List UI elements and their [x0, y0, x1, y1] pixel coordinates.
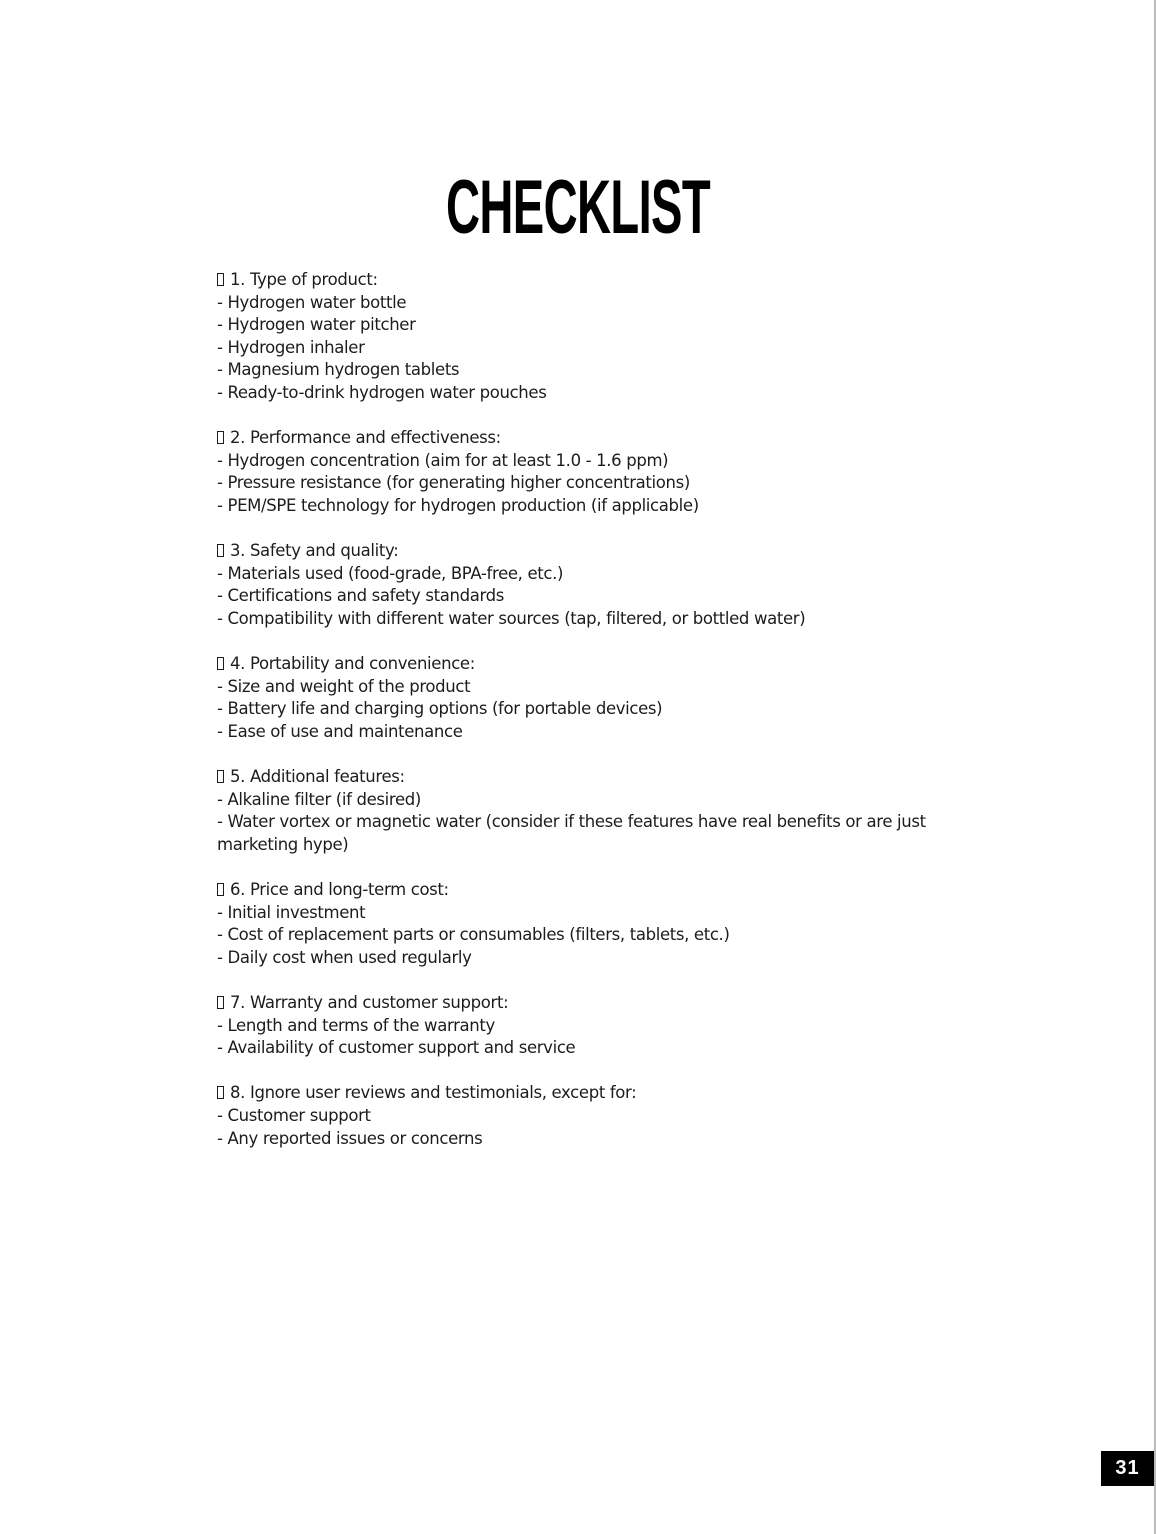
- checkbox-icon[interactable]: [217, 544, 224, 557]
- list-item: - Daily cost when used regularly: [217, 947, 472, 967]
- checklist-body: [217, 269, 957, 1173]
- section-heading-text: 8. Ignore user reviews and testimonials, except for:: [230, 1083, 637, 1103]
- list-item: - Customer support: [217, 1105, 371, 1125]
- list-item: - Hydrogen water pitcher: [217, 315, 416, 335]
- checklist-section: [217, 269, 957, 405]
- checkbox-icon[interactable]: [217, 1086, 224, 1099]
- checkbox-icon[interactable]: [217, 883, 224, 896]
- section-heading-text: 7. Warranty and customer support:: [230, 993, 509, 1012]
- section-heading: [217, 1082, 957, 1105]
- checkbox-icon[interactable]: [217, 431, 224, 444]
- section-heading: [217, 766, 957, 789]
- checkbox-icon[interactable]: [217, 770, 224, 783]
- list-item: - Materials used (food-grade, BPA-free, etc.): [217, 563, 564, 583]
- section-heading: [217, 653, 957, 676]
- section-heading-text: 3. Safety and quality:: [230, 541, 399, 561]
- checklist-section: [217, 540, 957, 630]
- list-item: - Certifications and safety standards: [217, 586, 504, 606]
- list-item: - Hydrogen concentration (aim for at least 1.0 - 1.6 ppm): [217, 450, 669, 470]
- checklist-section: [217, 992, 957, 1060]
- list-item: - Initial investment: [217, 902, 366, 922]
- list-item: - Availability of customer support and service: [217, 1038, 576, 1058]
- list-item: - Hydrogen inhaler: [217, 337, 365, 357]
- list-item: - Length and terms of the warranty: [217, 1015, 495, 1035]
- section-heading: [217, 427, 957, 450]
- list-item: - Ready-to-drink hydrogen water pouches: [217, 382, 547, 402]
- list-item: - Pressure resistance (for generating higher concentrations): [217, 473, 690, 493]
- list-item: - Water vortex or magnetic water (consider if these features have real benefits or are just marketing hype): [217, 812, 926, 854]
- section-heading-text: 5. Additional features:: [230, 767, 405, 787]
- list-item: - PEM/SPE technology for hydrogen production (if applicable): [217, 495, 699, 515]
- checklist-section: [217, 879, 957, 969]
- list-item: - Battery life and charging options (for portable devices): [217, 699, 663, 719]
- list-item: - Magnesium hydrogen tablets: [217, 360, 460, 380]
- list-item: - Compatibility with different water sources (tap, filtered, or bottled water): [217, 608, 806, 628]
- section-heading-text: 6. Price and long-term cost:: [230, 880, 449, 900]
- list-item: - Hydrogen water bottle: [217, 292, 407, 312]
- list-item: - Alkaline filter (if desired): [217, 789, 421, 809]
- checklist-section: [217, 427, 957, 517]
- list-item: - Cost of replacement parts or consumables (filters, tablets, etc.): [217, 925, 730, 945]
- list-item: - Size and weight of the product: [217, 676, 471, 696]
- section-heading-text: 4. Portability and convenience:: [230, 654, 475, 674]
- checkbox-icon[interactable]: [217, 273, 224, 286]
- checklist-section: [217, 1082, 957, 1150]
- list-item: - Ease of use and maintenance: [217, 721, 463, 741]
- section-heading-text: 2. Performance and effectiveness:: [230, 428, 501, 448]
- checkbox-icon[interactable]: [217, 996, 224, 1009]
- section-heading-text: 1. Type of product:: [230, 270, 378, 289]
- checkbox-icon[interactable]: [217, 657, 224, 670]
- list-item: - Any reported issues or concerns: [217, 1128, 483, 1148]
- checklist-section: [217, 766, 957, 856]
- section-heading: [217, 540, 957, 563]
- section-heading: [217, 879, 957, 902]
- page-number-badge: 31: [1101, 1451, 1154, 1486]
- page-title: CHECKLIST: [445, 164, 711, 250]
- section-heading: [217, 269, 957, 292]
- checklist-section: [217, 653, 957, 743]
- section-heading: [217, 992, 957, 1015]
